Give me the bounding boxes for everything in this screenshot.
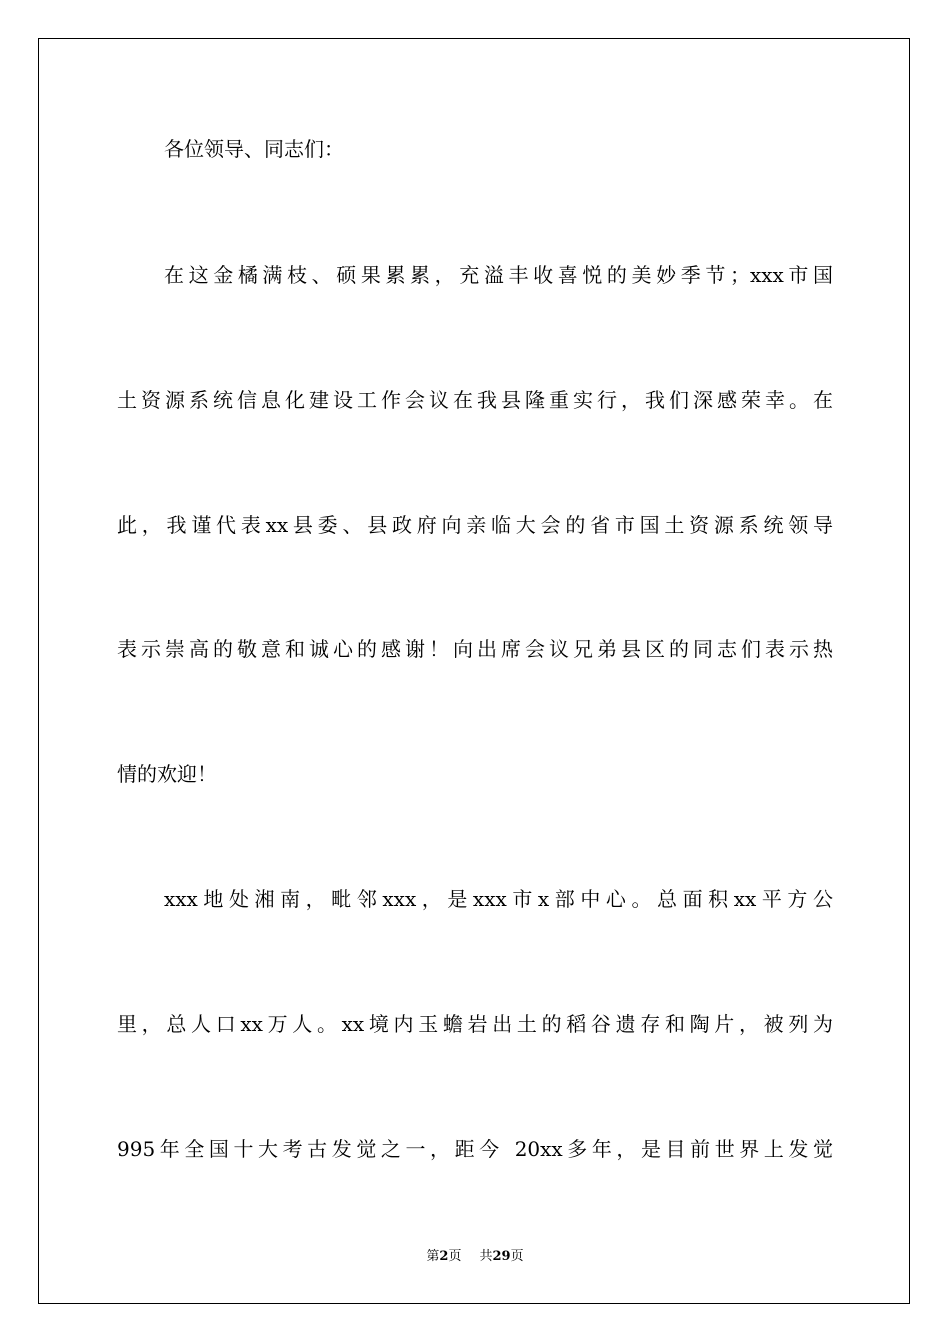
text-line: 土资源系统信息化建设工作会议在我县隆重实行，我们深感荣幸。在 <box>117 388 833 412</box>
text-line: 里，总人口xx万人。xx境内玉蟾岩出土的稻谷遗存和陶片，被列为 <box>117 1012 833 1036</box>
page-footer <box>0 1248 950 1266</box>
text-line: 此，我谨代表xx县委、县政府向亲临大会的省市国土资源系统领导 <box>117 513 833 537</box>
total-suffix: 页 <box>510 1249 524 1264</box>
text-line: 表示崇高的敬意和诚心的感谢！向出席会议兄弟县区的同志们表示热 <box>117 637 833 661</box>
text-line: xxx地处湘南，毗邻xxx，是xxx市x部中心。总面积xx平方公 <box>164 887 833 911</box>
page-number: 2 <box>439 1249 449 1264</box>
page-border <box>38 38 910 1304</box>
page-suffix: 页 <box>448 1249 462 1264</box>
text-line: 在这金橘满枝、硕果累累，充溢丰收喜悦的美妙季节；xxx市国 <box>164 263 833 287</box>
text-line-salutation: 各位领导、同志们： <box>164 137 344 161</box>
total-pages: 29 <box>492 1249 511 1264</box>
page-prefix: 第 <box>426 1249 440 1264</box>
text-line: 995年全国十大考古发觉之一，距今 20xx多年，是目前世界上发觉 <box>117 1137 833 1161</box>
total-prefix: 共 <box>479 1249 493 1264</box>
text-line: 情的欢迎！ <box>117 762 217 786</box>
